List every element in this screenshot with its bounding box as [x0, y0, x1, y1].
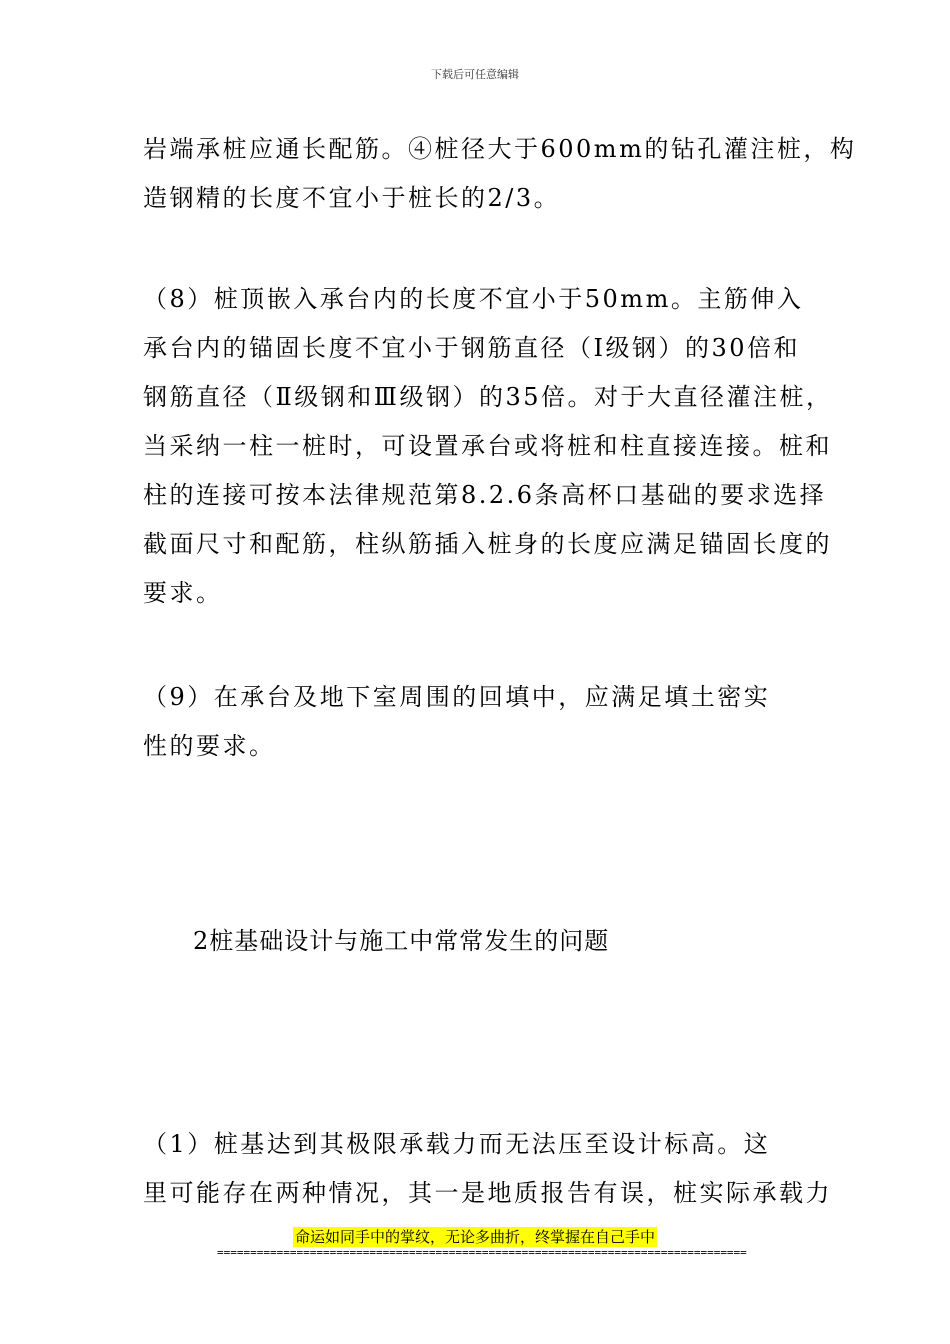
section-heading: 2桩基础设计与施工中常常发生的问题: [193, 927, 610, 955]
footer-note-text: 命运如同手中的掌纹，无论多曲折，终掌握在自己手中: [294, 1228, 655, 1246]
text-line: 性的要求。: [143, 732, 276, 760]
paragraph-continuation: [143, 125, 857, 223]
text-line: 里可能存在两种情况，其一是地质报告有误，桩实际承载力: [143, 1179, 832, 1207]
header-note: 下载后可任意编辑: [431, 68, 519, 81]
footer-note: [0, 1226, 950, 1247]
text-line: 造钢精的长度不宜小于桩长的2/3。: [143, 184, 561, 212]
text-line: 承台内的锚固长度不宜小于钢筋直径（Ⅰ级钢）的30倍和: [143, 334, 801, 362]
text-line: 要求。: [143, 579, 223, 607]
text-line: 岩端承桩应通长配筋。④桩径大于600mm的钻孔灌注桩，构: [143, 135, 857, 163]
footer-rule: ================================================================================: [217, 1246, 747, 1259]
paragraph-item-1: [143, 1120, 832, 1218]
text-line: （1）桩基达到其极限承载力而无法压至设计标高。这: [143, 1130, 771, 1158]
text-line: （9）在承台及地下室周围的回填中，应满足填土密实: [143, 683, 771, 711]
text-line: 截面尺寸和配筋，柱纵筋插入桩身的长度应满足锚固长度的: [143, 530, 832, 558]
text-line: 当采纳一柱一桩时，可设置承台或将桩和柱直接连接。桩和: [143, 432, 832, 460]
text-line: 柱的连接可按本法律规范第8.2.6条高杯口基础的要求选择: [143, 481, 827, 509]
paragraph-item-8: [143, 275, 833, 618]
text-line: （8）桩顶嵌入承台内的长度不宜小于50mm。主筋伸入: [143, 285, 804, 313]
paragraph-item-9: [143, 673, 823, 771]
text-line: 钢筋直径（Ⅱ级钢和Ⅲ级钢）的35倍。对于大直径灌注桩，: [143, 383, 833, 411]
